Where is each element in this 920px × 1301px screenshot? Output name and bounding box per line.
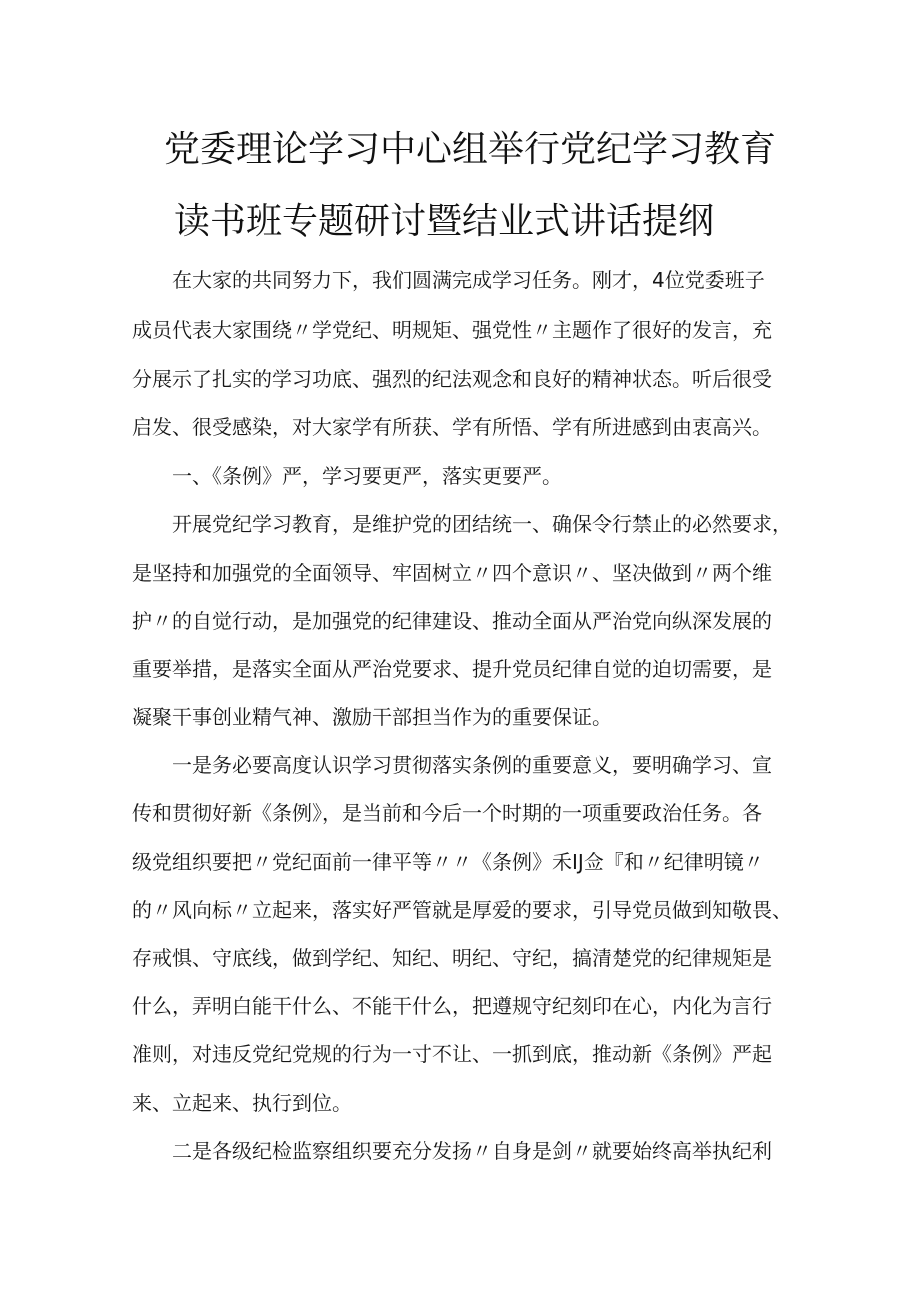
paragraph-3-line-7: 准则，对违反党纪党规的行为一寸不让、一抓到底，推动新《条例》严起 — [132, 1042, 772, 1066]
paragraph-3-line-1: 一是务必要高度认识学习贯彻落实条例的重要意义，要明确学习、宣 — [172, 753, 772, 777]
paragraph-2-line-2: 是坚持和加强党的全面领导、牢固树立〃四个意识〃、坚决做到〃两个维 — [132, 561, 772, 585]
document-title-line-1: 党委理论学习中心组举行党纪学习教育 — [163, 129, 776, 170]
paragraph-2-line-4: 重要举措，是落实全面从严治党要求、提升党员纪律自觉的迫切需要，是 — [132, 657, 772, 681]
paragraph-intro-line-3: 分展示了扎实的学习功底、强烈的纪法观念和良好的精神状态。听后很受 — [132, 367, 772, 391]
paragraph-3-line-6: 什么，弄明白能干什么、不能干什么，把遵规守纪刻印在心，内化为言行 — [132, 994, 772, 1018]
section-heading-1: 一、《条例》严，学习要更严，落实更要严。 — [172, 464, 562, 488]
paragraph-3-line-8: 来、立起来、执行到位。 — [132, 1091, 352, 1115]
paragraph-intro-line-4: 启发、很受感染，对大家学有所获、学有所悟、学有所进感到由衷高兴。 — [132, 415, 772, 439]
document-title-line-2: 读书班专题研讨暨结业式讲话提纲 — [173, 201, 714, 242]
paragraph-4-line-1: 二是各级纪检监察组织要充分发扬〃自身是剑〃就要始终高举执纪利 — [172, 1139, 772, 1163]
paragraph-intro-line-2: 成员代表大家围绕〃学党纪、明规矩、强党性〃主题作了很好的发言，充 — [132, 318, 772, 342]
paragraph-intro-line-1: 在大家的共同努力下，我们圆满完成学习任务。刚才，4位党委班子 — [172, 268, 765, 292]
paragraph-3-line-5: 存戒惧、守底线，做到学纪、知纪、明纪、守纪，搞清楚党的纪律规矩是 — [132, 946, 772, 970]
paragraph-3-line-2: 传和贯彻好新《条例》，是当前和今后一个时期的一项重要政治任务。各 — [132, 801, 762, 825]
paragraph-3-line-3: 级党组织要把〃党纪面前一律平等〃〃《条例》禾IJ佥『和〃纪律明镜〃 — [132, 850, 764, 874]
paragraph-3-line-4: 的〃风向标〃立起来，落实好严管就是厚爱的要求，引导党员做到知敬畏、 — [132, 898, 792, 922]
paragraph-2-line-1: 开展党纪学习教育，是维护党的团结统一、确保令行禁止的必然要求， — [172, 512, 792, 536]
paragraph-2-line-5: 凝聚干事创业精气神、激励干部担当作为的重要保证。 — [132, 705, 612, 729]
paragraph-2-line-3: 护〃的自觉行动，是加强党的纪律建设、推动全面从严治党向纵深发展的 — [132, 609, 772, 633]
